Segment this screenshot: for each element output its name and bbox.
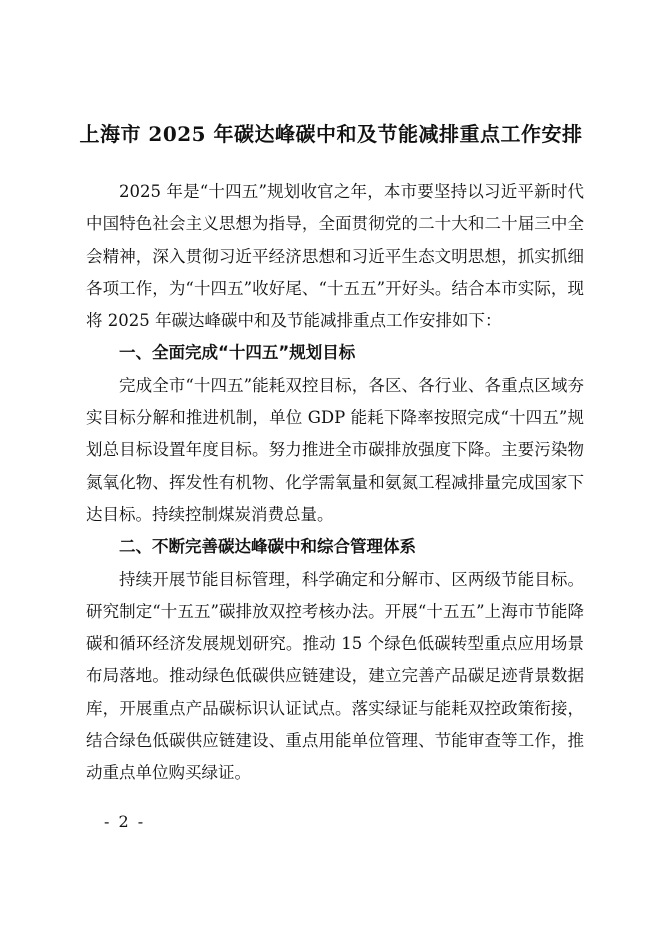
- section-2-paragraph: 持续开展节能目标管理，科学确定和分解市、区两级节能目标。研究制定“十五五”碳排放双控考核办法。开展“十五五”上海市节能降碳和循环经济发展规划研究。推动 15 个绿色低碳转型重点应用场景布局落地。推动绿色低碳供应链建设，建立完善产品碳足迹背景数据库，开展重点产品碳标识认证试点。落实绿证与能耗双控政策衔接，结合绿色低碳供应链建设、重点用能单位管理、节能审查等工作，推动重点单位购买绿证。: [86, 569, 584, 783]
- document-body: [86, 176, 584, 790]
- section-1-paragraph: 完成全市“十四五”能耗双控目标，各区、各行业、各重点区域夯实目标分解和推进机制，单位 GDP 能耗下降率按照完成“十四五”规划总目标设置年度目标。努力推进全市碳排放强度下降。主要污染物氮氧化物、挥发性有机物、化学需氧量和氨氮工程减排量完成国家下达目标。持续控制煤炭消费总量。: [86, 375, 584, 524]
- intro-paragraph: 2025 年是“十四五”规划收官之年，本市要坚持以习近平新时代中国特色社会主义思想为指导，全面贯彻党的二十大和二十届三中全会精神，深入贯彻习近平经济思想和习近平生态文明思想，抓实抓细各项工作，为“十四五”收好尾、“十五五”开好头。结合本市实际，现将 2025 年碳达峰碳中和及节能减排重点工作安排如下：: [86, 182, 584, 331]
- section-1-heading: 一、全面完成“十四五”规划目标: [119, 343, 356, 363]
- page-number: - 2 -: [104, 812, 146, 831]
- section-2-heading: 二、不断完善碳达峰碳中和综合管理体系: [119, 537, 416, 557]
- document-title: 上海市 2025 年碳达峰碳中和及节能减排重点工作安排: [79, 122, 583, 146]
